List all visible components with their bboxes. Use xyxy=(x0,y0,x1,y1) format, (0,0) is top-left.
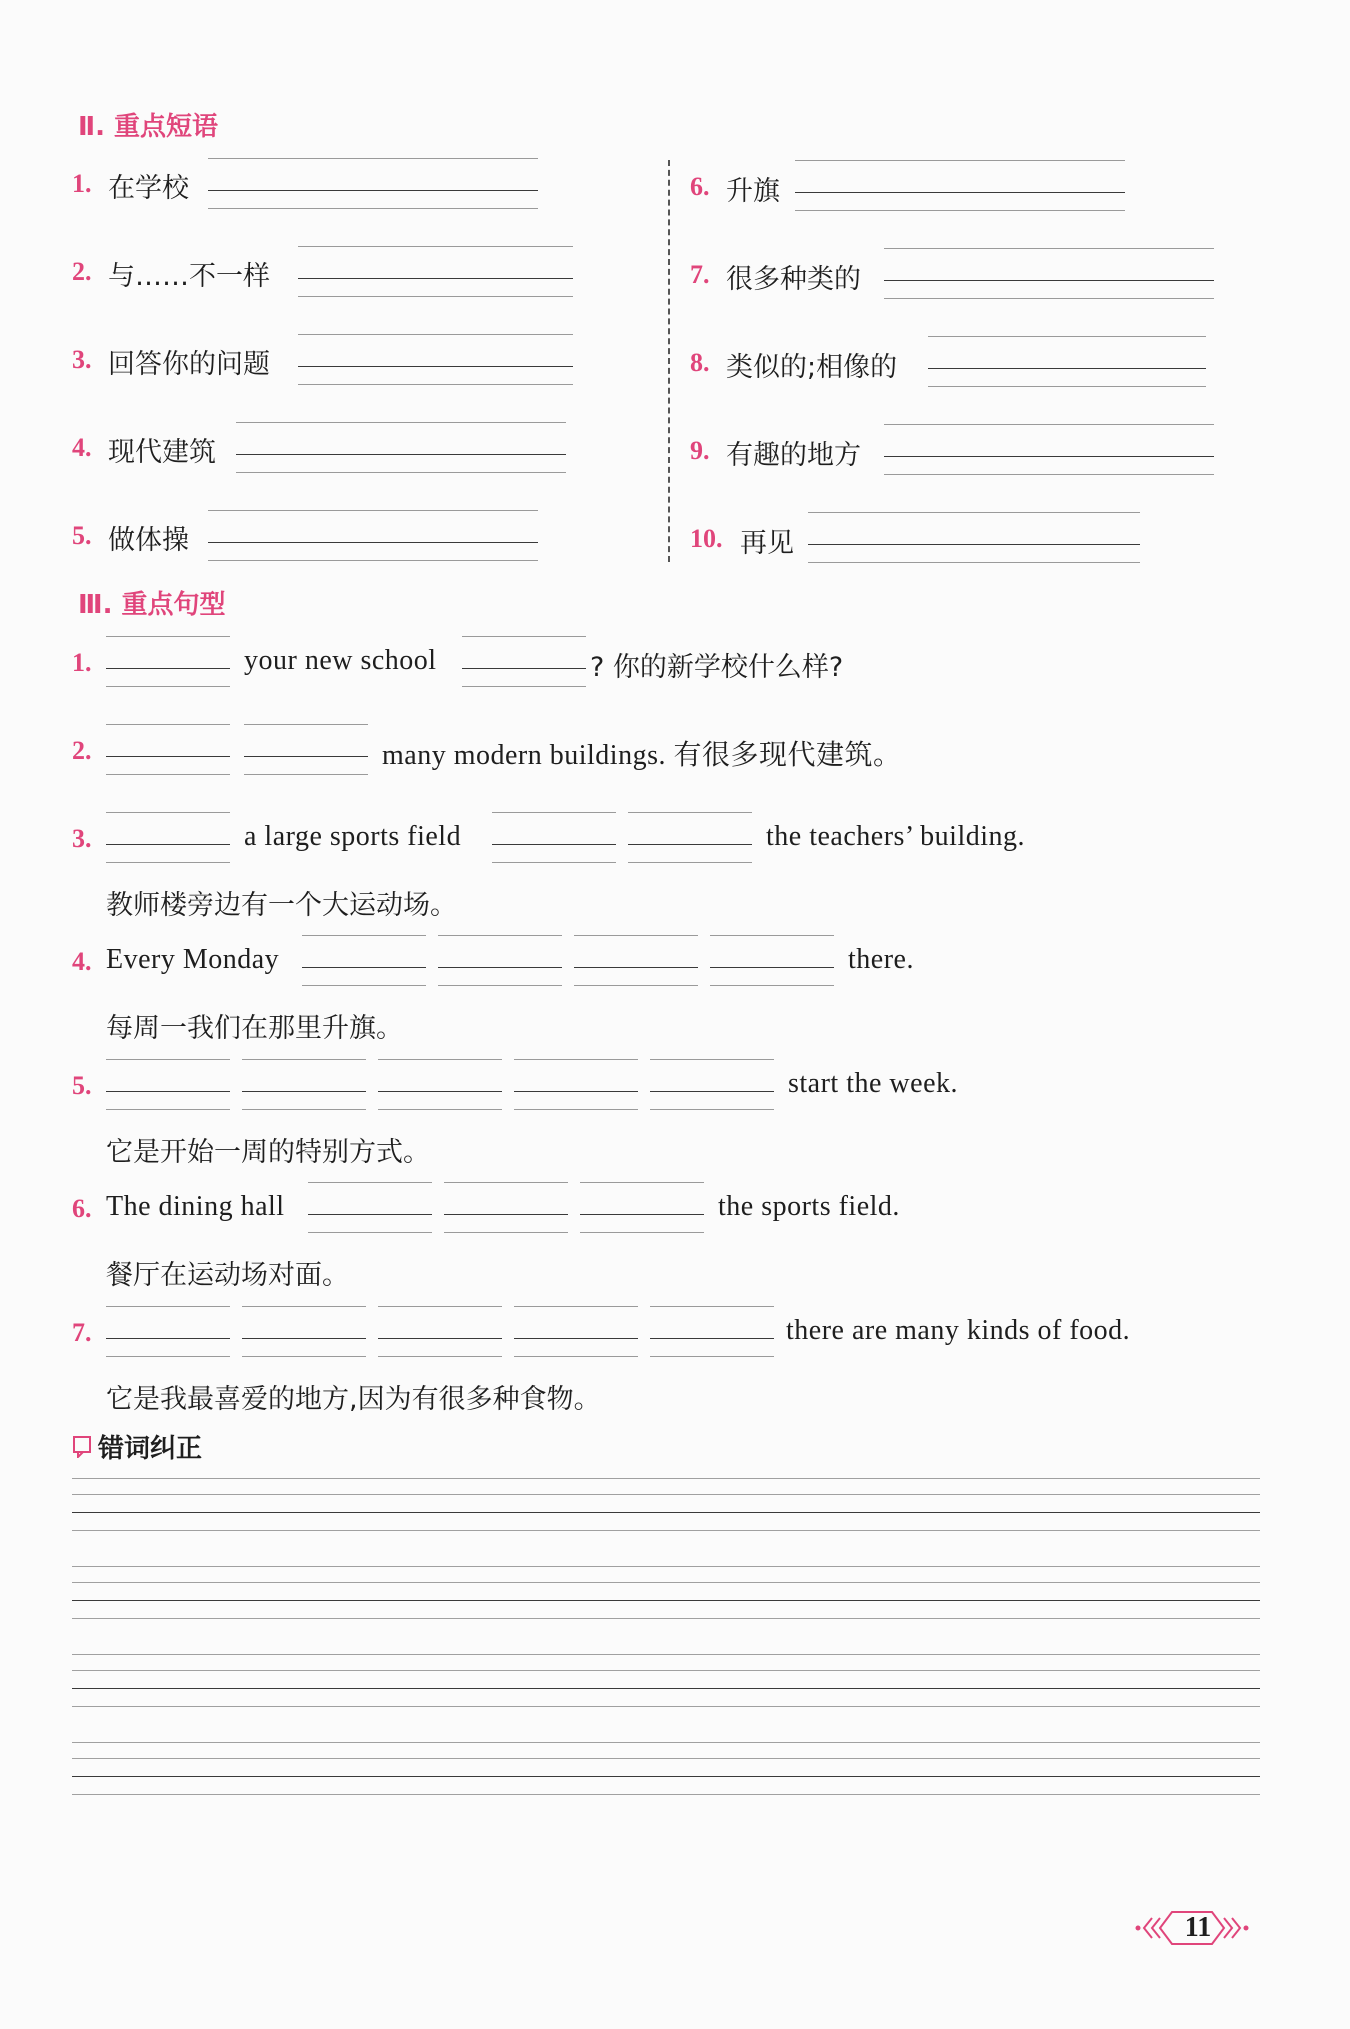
sentence-translation: 教师楼旁边有一个大运动场。 xyxy=(106,890,457,921)
phrase-text: 升旗 xyxy=(726,176,780,207)
blank-line[interactable] xyxy=(650,1306,774,1364)
blank-line[interactable] xyxy=(106,1306,230,1364)
sentence-number: 3. xyxy=(72,824,92,853)
page-number: 11 xyxy=(1184,1912,1212,1943)
phrase-number: 6. xyxy=(690,172,710,201)
page-number-badge xyxy=(1132,1904,1252,1952)
blank-line[interactable] xyxy=(574,935,698,993)
phrase-number: 3. xyxy=(72,345,92,374)
blank-line[interactable] xyxy=(106,1059,230,1117)
phrase-number: 1. xyxy=(72,169,92,198)
column-divider xyxy=(668,160,670,562)
blank-line[interactable] xyxy=(438,935,562,993)
sentence-number: 4. xyxy=(72,947,92,976)
phrase-number: 5. xyxy=(72,521,92,550)
phrase-number: 8. xyxy=(690,348,710,377)
answer-line[interactable] xyxy=(208,510,538,568)
blank-line[interactable] xyxy=(106,636,230,694)
phrase-number: 7. xyxy=(690,260,710,289)
sentence-text: the teachers’ building. xyxy=(766,821,1026,852)
sentence-text: there are many kinds of food. xyxy=(786,1315,1131,1346)
phrase-text: 在学校 xyxy=(108,173,189,204)
sentence-text: start the week. xyxy=(788,1068,958,1099)
sentence-text: the sports field. xyxy=(718,1191,900,1222)
blank-line[interactable] xyxy=(378,1306,502,1364)
correction-title: 错词纠正 xyxy=(98,1434,203,1464)
phrase-text: 与……不一样 xyxy=(108,261,270,292)
sentence-text: many modern buildings. 有很多现代建筑。 xyxy=(382,740,902,771)
sentence-text: your new school xyxy=(244,645,437,676)
blank-line[interactable] xyxy=(514,1306,638,1364)
answer-line[interactable] xyxy=(884,248,1214,306)
sentence-text: there. xyxy=(848,944,914,975)
sentence-text: Every Monday xyxy=(106,944,280,975)
blank-line[interactable] xyxy=(492,812,616,870)
phrase-number: 2. xyxy=(72,257,92,286)
sentence-number: 6. xyxy=(72,1194,92,1223)
sentence-text: a large sports field xyxy=(244,821,462,852)
sentence-translation: 它是开始一周的特别方式。 xyxy=(106,1137,430,1168)
pencil-icon xyxy=(72,1434,94,1462)
sentence-number: 2. xyxy=(72,736,92,765)
blank-line[interactable] xyxy=(378,1059,502,1117)
sentence-number: 1. xyxy=(72,648,92,677)
blank-line[interactable] xyxy=(308,1182,432,1240)
blank-line[interactable] xyxy=(242,1059,366,1117)
sentence-text: ? 你的新学校什么样? xyxy=(590,652,844,683)
blank-line[interactable] xyxy=(106,812,230,870)
phrase-text: 回答你的问题 xyxy=(108,349,270,380)
phrase-text: 做体操 xyxy=(108,525,189,556)
blank-line[interactable] xyxy=(244,724,368,782)
phrase-number: 9. xyxy=(690,436,710,465)
answer-line[interactable] xyxy=(884,424,1214,482)
phrase-text: 再见 xyxy=(740,528,794,559)
answer-line[interactable] xyxy=(236,422,566,480)
phrase-text: 有趣的地方 xyxy=(726,440,861,471)
sentence-translation: 每周一我们在那里升旗。 xyxy=(106,1013,403,1044)
answer-line[interactable] xyxy=(298,334,573,392)
answer-line[interactable] xyxy=(298,246,573,304)
section-title-phrases: Ⅱ. 重点短语 xyxy=(78,112,219,142)
blank-line[interactable] xyxy=(580,1182,704,1240)
blank-line[interactable] xyxy=(514,1059,638,1117)
answer-line[interactable] xyxy=(808,512,1140,570)
sentence-number: 5. xyxy=(72,1071,92,1100)
blank-line[interactable] xyxy=(242,1306,366,1364)
section-title-sentences: Ⅲ. 重点句型 xyxy=(78,590,226,620)
answer-line[interactable] xyxy=(928,336,1206,394)
sentence-translation: 它是我最喜爱的地方,因为有很多种食物。 xyxy=(106,1384,601,1415)
phrase-text: 类似的;相像的 xyxy=(726,352,898,383)
sentence-text: The dining hall xyxy=(106,1191,285,1222)
blank-line[interactable] xyxy=(302,935,426,993)
blank-line[interactable] xyxy=(628,812,752,870)
sentence-translation: 餐厅在运动场对面。 xyxy=(106,1260,349,1291)
phrase-text: 现代建筑 xyxy=(108,437,216,468)
answer-line[interactable] xyxy=(208,158,538,216)
phrase-text: 很多种类的 xyxy=(726,264,861,295)
answer-line[interactable] xyxy=(795,160,1125,218)
blank-line[interactable] xyxy=(106,724,230,782)
blank-line[interactable] xyxy=(444,1182,568,1240)
blank-line[interactable] xyxy=(462,636,586,694)
phrase-number: 4. xyxy=(72,433,92,462)
phrase-number: 10. xyxy=(690,524,723,553)
blank-line[interactable] xyxy=(650,1059,774,1117)
sentence-number: 7. xyxy=(72,1318,92,1347)
blank-line[interactable] xyxy=(710,935,834,993)
